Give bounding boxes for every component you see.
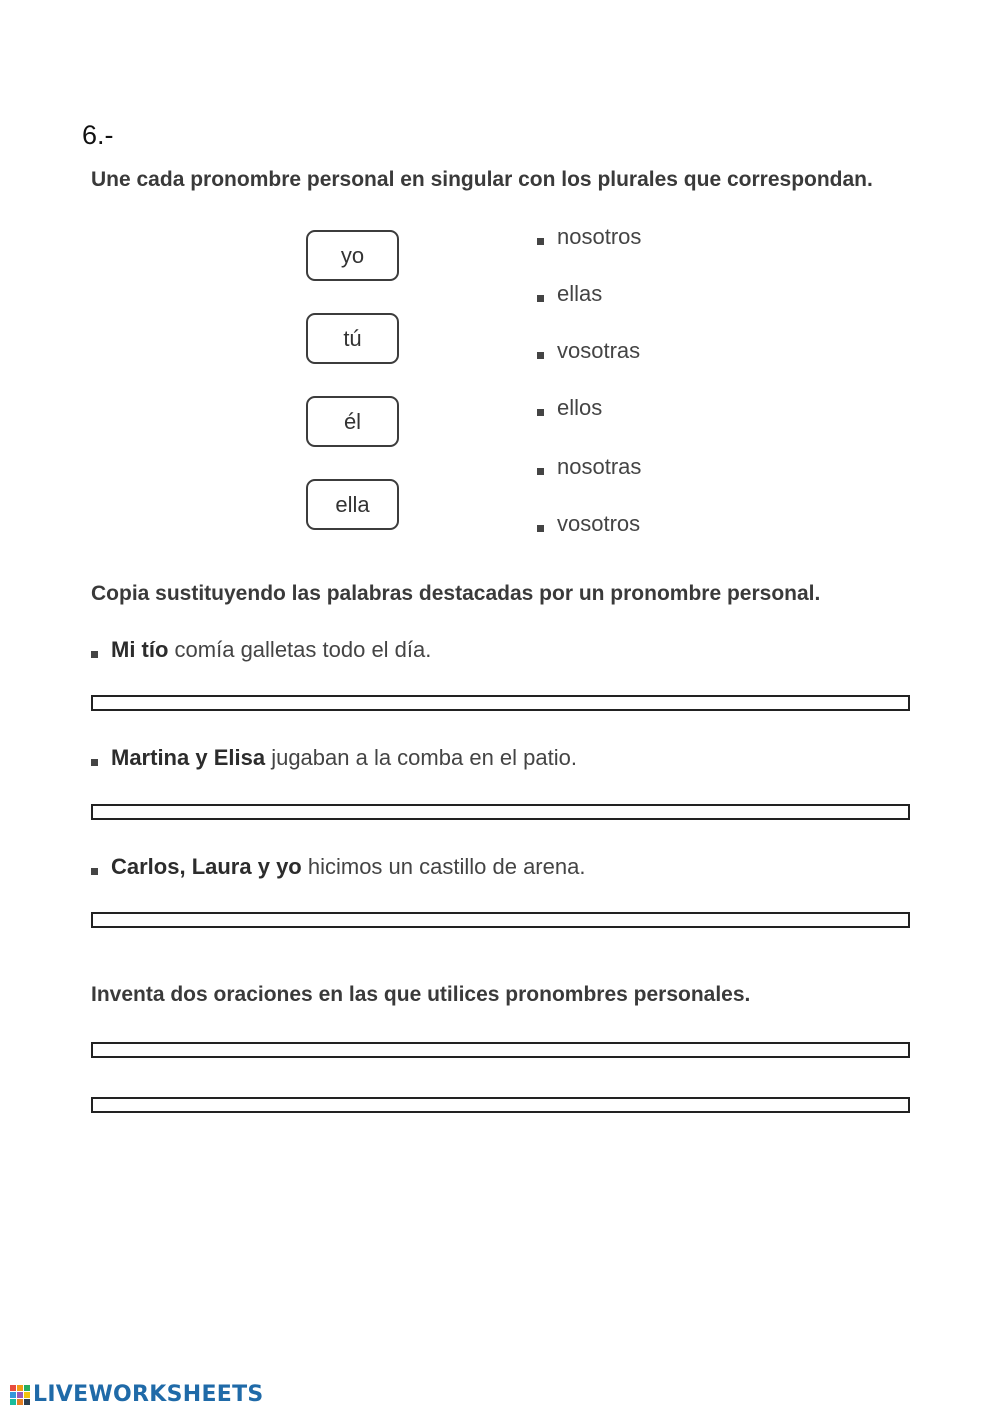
- plural-label: nosotras: [557, 454, 642, 479]
- pronoun-box-el[interactable]: [306, 396, 399, 447]
- bullet-square-icon: [537, 352, 544, 359]
- instruction-invent: Inventa dos oraciones en las que utilices pronombres personales.: [91, 983, 751, 1006]
- bullet-square-icon: [537, 525, 544, 532]
- bullet-square-icon: [537, 468, 544, 475]
- logo-square: [17, 1385, 23, 1391]
- sentence-3: [91, 854, 585, 880]
- answer-input-2[interactable]: [91, 804, 910, 820]
- sentence-rest: jugaban a la comba en el patio.: [265, 745, 577, 770]
- logo-square: [10, 1392, 16, 1398]
- sentence-1: [91, 637, 431, 663]
- highlighted-words: Mi tío: [111, 637, 169, 662]
- highlighted-words: Martina y Elisa: [111, 745, 266, 770]
- liveworksheets-logo-icon: [10, 1385, 30, 1405]
- plural-label: ellos: [557, 395, 603, 420]
- logo-square: [10, 1385, 16, 1391]
- bullet-square-icon: [91, 651, 98, 658]
- answer-input-5[interactable]: [91, 1097, 910, 1113]
- plural-label: vosotras: [557, 338, 641, 363]
- brand-name: LIVEWORKSHEETS: [33, 1382, 264, 1407]
- sentence-rest: comía galletas todo el día.: [168, 637, 432, 662]
- pronoun-label: él: [343, 408, 362, 434]
- pronoun-label: ella: [335, 491, 370, 517]
- pronoun-box-ella[interactable]: [306, 479, 399, 530]
- instruction-match: Une cada pronombre personal en singular con los plurales que correspondan.: [91, 168, 873, 191]
- bullet-square-icon: [537, 409, 544, 416]
- pronoun-box-tu[interactable]: [306, 313, 399, 364]
- logo-square: [10, 1399, 16, 1405]
- pronoun-box-yo[interactable]: [306, 230, 399, 281]
- answer-input-1[interactable]: [91, 695, 910, 711]
- plural-label: nosotros: [557, 224, 642, 249]
- pronoun-label: tú: [343, 325, 362, 351]
- pronoun-label: yo: [340, 242, 365, 268]
- logo-square: [24, 1385, 30, 1391]
- plural-option-vosotros[interactable]: [537, 511, 640, 537]
- bullet-square-icon: [91, 868, 98, 875]
- sentence-2: [91, 745, 577, 771]
- bullet-square-icon: [537, 238, 544, 245]
- logo-square: [17, 1392, 23, 1398]
- bullet-square-icon: [537, 295, 544, 302]
- bullet-square-icon: [91, 759, 98, 766]
- plural-option-nosotras[interactable]: [537, 454, 641, 480]
- plural-label: ellas: [557, 281, 603, 306]
- answer-input-4[interactable]: [91, 1042, 910, 1058]
- footer-brand: [10, 1382, 264, 1407]
- sentence-rest: hicimos un castillo de arena.: [301, 854, 586, 879]
- answer-input-3[interactable]: [91, 912, 910, 928]
- plural-option-ellas[interactable]: [537, 281, 602, 307]
- highlighted-words: Carlos, Laura y yo: [111, 854, 302, 879]
- plural-option-ellos[interactable]: [537, 395, 602, 421]
- logo-square: [17, 1399, 23, 1405]
- logo-square: [24, 1399, 30, 1405]
- plural-option-vosotras[interactable]: [537, 338, 640, 364]
- plural-label: vosotros: [557, 511, 641, 536]
- exercise-number: 6.-: [82, 120, 114, 150]
- instruction-copy: Copia sustituyendo las palabras destacadas por un pronombre personal.: [91, 582, 821, 605]
- logo-square: [24, 1392, 30, 1398]
- plural-option-nosotros[interactable]: [537, 224, 641, 250]
